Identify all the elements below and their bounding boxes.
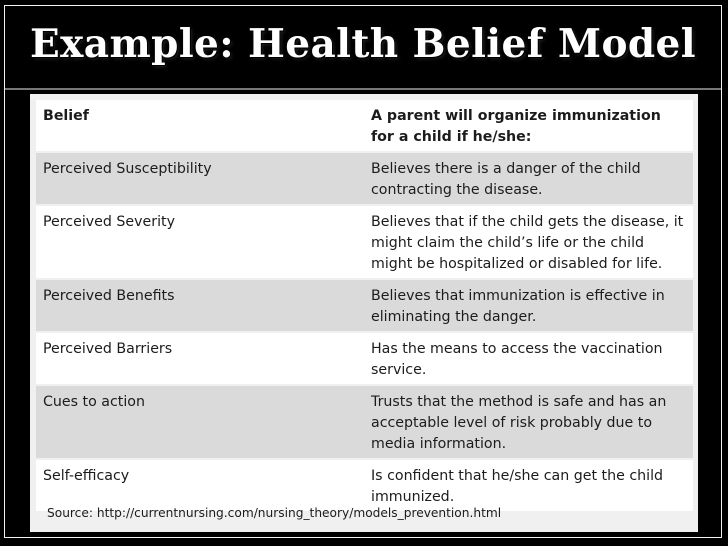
slide-title: Example: Health Belief Model [30, 21, 696, 67]
parent-action-column-header: A parent will organize immunization for a child if he/she: [364, 100, 693, 152]
table-header-row [36, 100, 693, 152]
belief-cell: Perceived Barriers [36, 332, 364, 385]
description-cell: Has the means to access the vaccination service. [364, 332, 693, 385]
description-cell: Believes there is a danger of the child contracting the disease. [364, 152, 693, 205]
health-belief-table [36, 100, 693, 513]
description-cell: Believes that immunization is effective in eliminating the danger. [364, 279, 693, 332]
description-cell: Trusts that the method is safe and has an acceptable level of risk probably due to media information. [364, 385, 693, 459]
belief-cell: Cues to action [36, 385, 364, 459]
belief-cell: Self-efficacy [36, 459, 364, 512]
belief-cell: Perceived Susceptibility [36, 152, 364, 205]
table-row [36, 279, 693, 332]
belief-column-header: Belief [36, 100, 364, 152]
description-cell: Is confident that he/she can get the child immunized. [364, 459, 693, 512]
title-band [4, 5, 722, 83]
table-row [36, 332, 693, 385]
table-row [36, 152, 693, 205]
belief-cell: Perceived Severity [36, 205, 364, 279]
description-cell: Believes that if the child gets the disease, it might claim the child’s life or the child might be hospitalized or disabled for life. [364, 205, 693, 279]
table-row [36, 205, 693, 279]
source-citation: Source: http://currentnursing.com/nursing_theory/models_prevention.html [47, 506, 502, 520]
title-divider [5, 88, 721, 90]
table-row [36, 385, 693, 459]
belief-cell: Perceived Benefits [36, 279, 364, 332]
